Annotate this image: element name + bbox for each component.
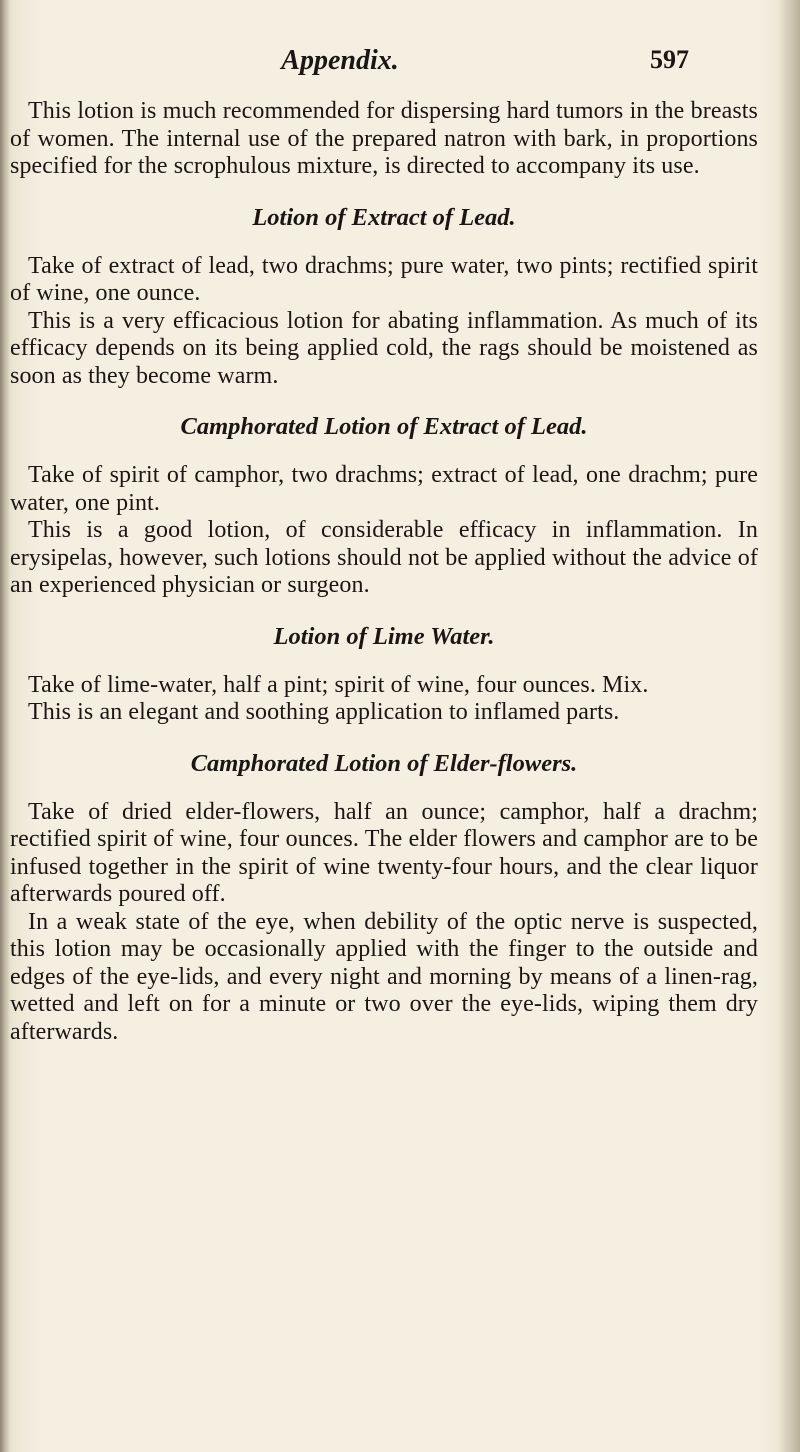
heading-camphorated-elder-flowers: Camphorated Lotion of Elder-flowers. [190,749,578,777]
paragraph-erysipelas-note: This is a good lotion, of considerable efficacy in inflammation. In erysipelas, however, such lotions should not be applied without the advice of an experienced physician or surgeon. [10,517,758,598]
heading-lotion-lime-water: Lotion of Lime Water. [273,622,495,650]
page-edge [778,0,800,1452]
heading-lotion-extract-lead: Lotion of Extract of Lead. [252,203,516,231]
paragraph-recipe-extract-lead: Take of extract of lead, two drachms; pure water, two pints; rectified spirit of wine, one ounce. [10,252,758,306]
gutter-shadow [0,0,10,1452]
paragraph-soothing-application: This is an elegant and soothing application to inflamed parts. [28,699,620,725]
paragraph-inflammation-use: This is a very efficacious lotion for abating inflammation. As much of its efficacy depends on its being applied cold, the rags should be moistened as soon as they become warm. [10,307,758,389]
paragraph-tumors-lotion: This lotion is much recommended for dispersing hard tumors in the breasts of women. The internal use of the prepared natron with bark, in proportions specified for the scrophulous mixture, is directed to accompany its use. [10,98,758,179]
page-number: 597 [650,45,689,74]
page-body [10,98,758,1046]
running-head: Appendix. [281,45,399,76]
page-header [0,45,800,95]
paragraph-recipe-elder-flowers: Take of dried elder-flowers, half an ounce; camphor, half a drachm; rectified spirit of wine, four ounces. The elder flowers and camphor are to be infused together in the spirit of wine twenty-four hours, and the clear liquor afterwards poured off. [10,798,758,907]
heading-camphorated-lotion-lead: Camphorated Lotion of Extract of Lead. [180,413,588,440]
paragraph-recipe-camphorated-lead: Take of spirit of camphor, two drachms; extract of lead, one drachm; pure water, one pint. [10,462,758,516]
paragraph-weak-eye-use: In a weak state of the eye, when debility of the optic nerve is suspected, this lotion may be occasionally applied with the finger to the outside and edges of the eye-lids, and every night and morning by means of a linen-rag, wetted and left on for a minute or two over the eye-lids, wiping them dry afterwards. [10,908,758,1045]
paragraph-recipe-lime-water: Take of lime-water, half a pint; spirit of wine, four ounces. Mix. [28,671,649,698]
